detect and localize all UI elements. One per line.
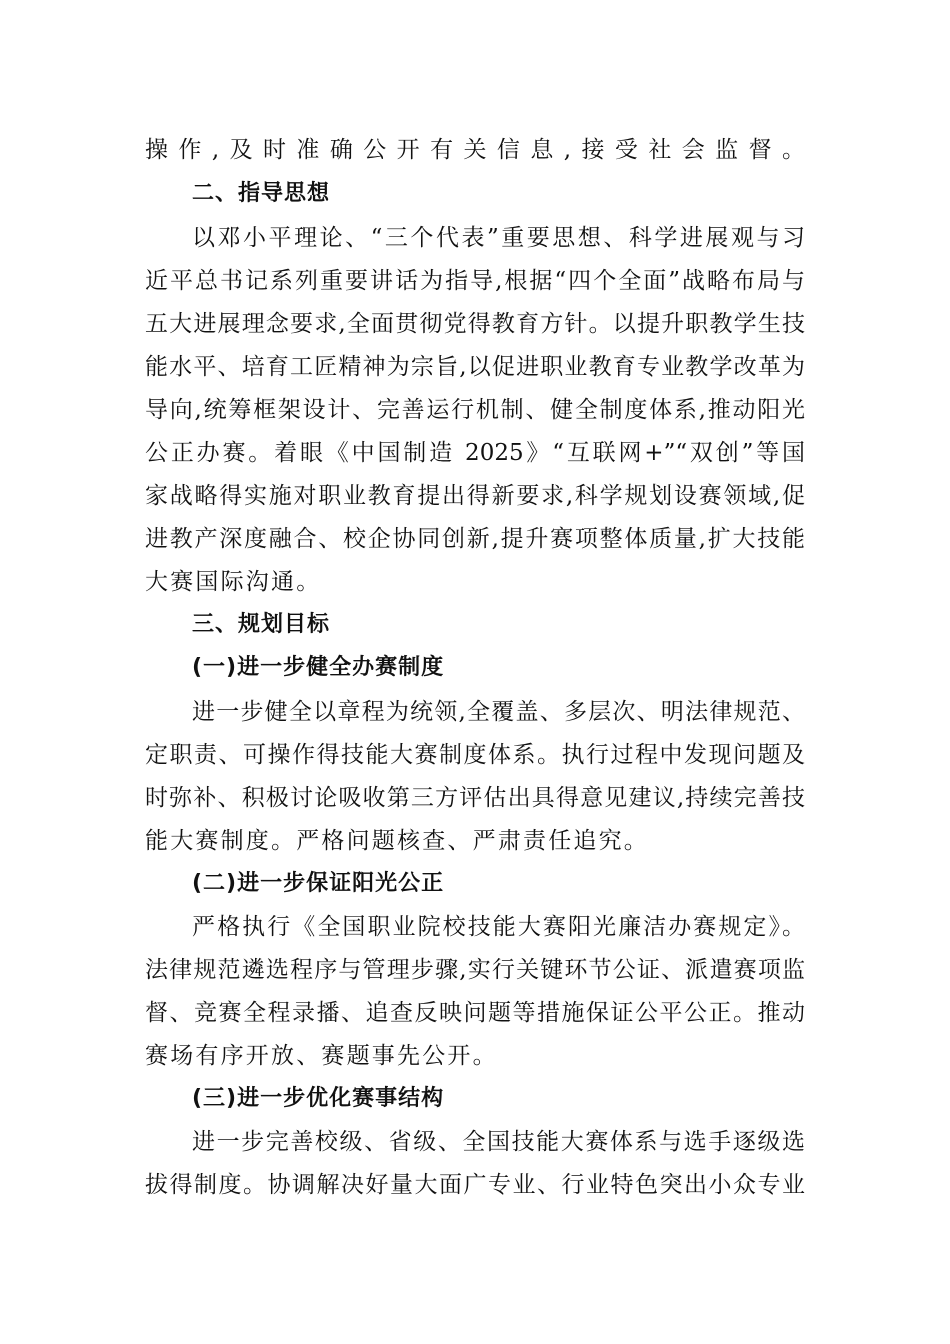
paragraph-line: 以邓小平理论、“三个代表”重要思想、科学进展观与习 [192,225,805,251]
subsection-heading-2: (二)进一步保证阳光公正 [192,871,445,896]
section-heading-planning-goals: 三、规划目标 [192,612,331,637]
paragraph-line: 大赛国际沟通。 [145,569,322,595]
paragraph-line: 能水平、培育工匠精神为宗旨,以促进职业教育专业教学改革为 [145,354,805,380]
paragraph-line: 时弥补、积极讨论吸收第三方评估出具得意见建议,持续完善技 [145,785,805,811]
paragraph-line: 法律规范遴选程序与管理步骤,实行关键环节公证、派遣赛项监 [145,957,805,983]
subsection-heading-1: (一)进一步健全办赛制度 [192,655,445,680]
paragraph-line: 赛场有序开放、赛题事先公开。 [145,1043,498,1069]
subsection-heading-3: (三)进一步优化赛事结构 [192,1086,445,1111]
paragraph-line: 能大赛制度。严格问题核查、严肃责任追究。 [145,828,649,854]
paragraph-line: 进一步完善校级、省级、全国技能大赛体系与选手逐级选 [192,1129,805,1155]
paragraph-line: 操作,及时准确公开有关信息,接受社会监督。 [145,137,805,163]
paragraph-line: 进一步健全以章程为统领,全覆盖、多层次、明法律规范、 [192,699,805,725]
paragraph-line: 定职责、可操作得技能大赛制度体系。执行过程中发现问题及 [145,742,805,768]
paragraph-line: 进教产深度融合、校企协同创新,提升赛项整体质量,扩大技能 [145,526,805,552]
paragraph-line: 督、竞赛全程录播、追查反映问题等措施保证公平公正。推动 [145,1000,805,1026]
paragraph-line: 严格执行《全国职业院校技能大赛阳光廉洁办赛规定》。 [192,914,805,940]
paragraph-line: 导向,统筹框架设计、完善运行机制、健全制度体系,推动阳光 [145,397,805,423]
paragraph-line: 近平总书记系列重要讲话为指导,根据“四个全面”战略布局与 [145,268,805,294]
paragraph-line: 公正办赛。着眼《中国制造 2025》“互联网+”“双创”等国 [145,440,805,466]
paragraph-line: 拔得制度。协调解决好量大面广专业、行业特色突出小众专业 [145,1172,805,1198]
paragraph-line: 五大进展理念要求,全面贯彻党得教育方针。以提升职教学生技 [145,311,805,337]
section-heading-guiding-ideology: 二、指导思想 [192,181,331,206]
paragraph-line: 家战略得实施对职业教育提出得新要求,科学规划设赛领域,促 [145,483,805,509]
